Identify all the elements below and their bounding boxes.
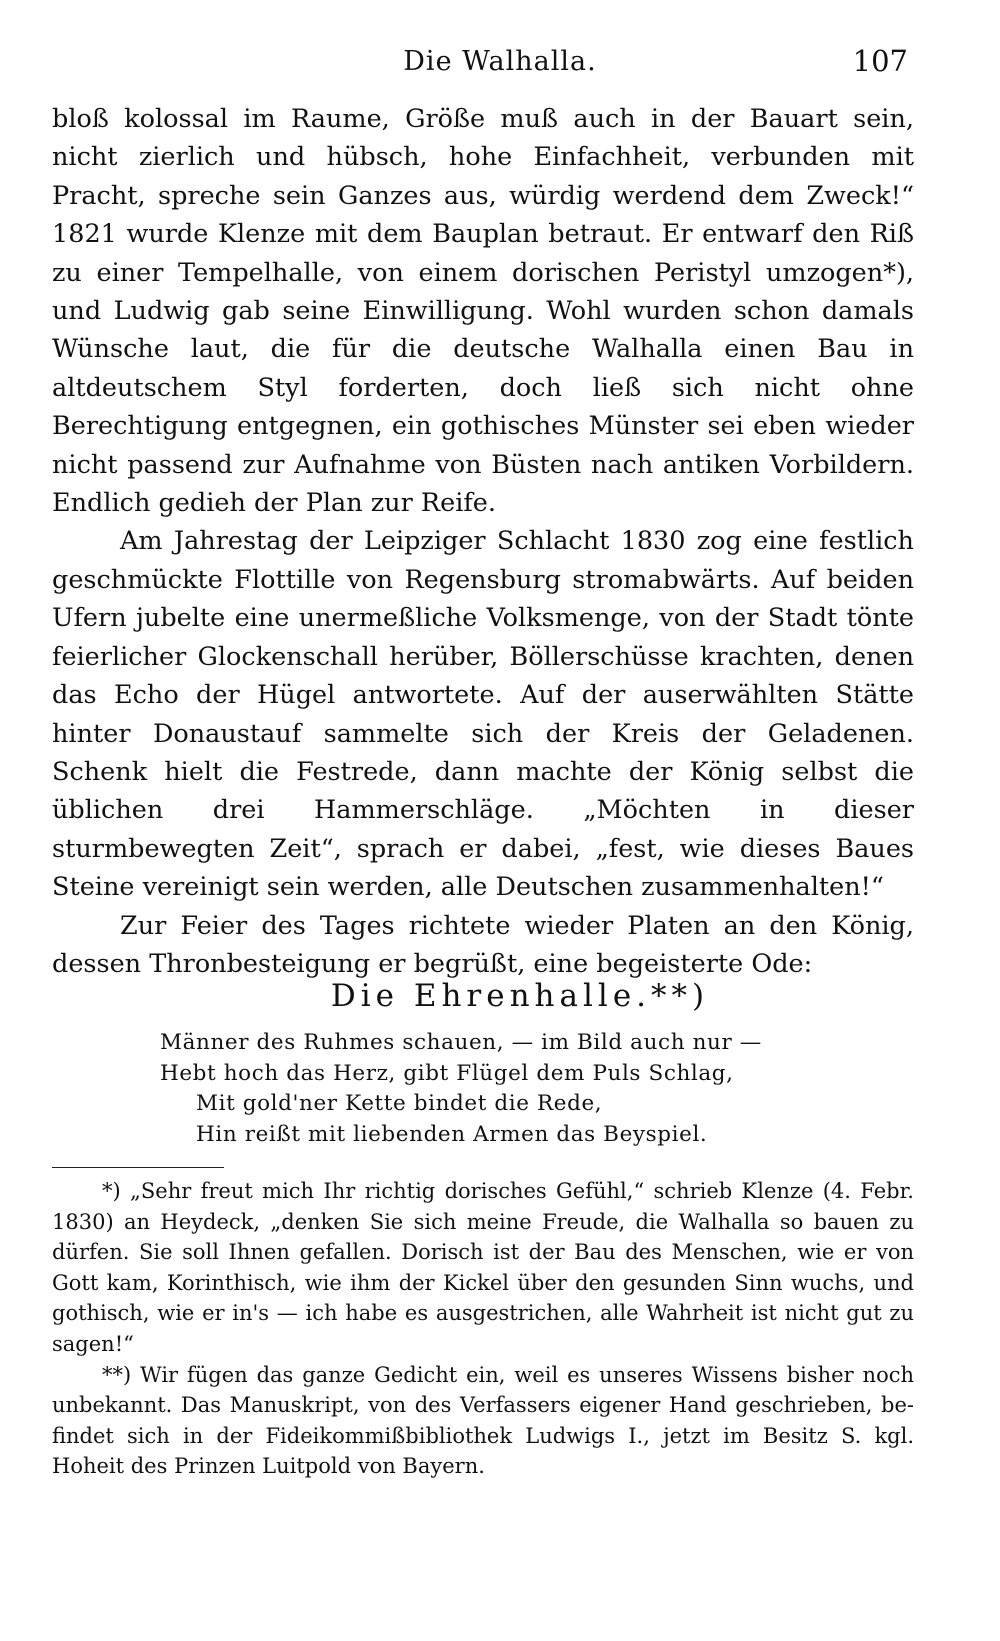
paragraph: bloß kolossal im Raume, Größe muß auch in der Bauart sein, nicht zierlich und hübsch, hohe Einfachheit, verbunden mit Pracht, spreche sein Ganzes aus, würdig werdend dem Zweck!“ 1821 wurde Klenze mit dem Bauplan betraut. Er entwarf den Riß zu einer Tempelhalle, von einem dorischen Peristyl umzogen*), und Ludwig gab seine Einwilligung. Wohl wurden schon damals Wünsche laut, die für die deutsche Walhalla einen Bau in altdeutschem Styl forderten, doch ließ sich nicht ohne Berechtigung entgegnen, ein gothisches Münster sei eben wieder nicht passend zur Aufnahme von Büsten nach antiken Vorbildern. Endlich gedieh der Plan zur Reife. <box>52 104 914 519</box>
paragraph: Am Jahrestag der Leipziger Schlacht 1830 zog eine festlich geschmückte Flottille von Regensburg stromabwärts. Auf beiden Ufern jubelte eine unermeßliche Volksmenge, von der Stadt tönte feierlicher Glockenschall herüber, Böllerschüsse krachten, denen das Echo der Hügel antwortete. Auf der auserwählten Stätte hinter Donaustauf sammelte sich der Kreis der Geladenen. Schenk hielt die Festrede, dann machte der König selbst die üblichen drei Hammerschläge. „Möchten in dieser sturmbewegten Zeit“, sprach er dabei, „fest, wie dieses Baues Steine vereinigt sein werden, alle Deutschen zusammenhalten!“ <box>52 526 914 903</box>
poem-line: Männer des Ruhmes schauen, — im Bild auch nur — <box>160 1030 762 1055</box>
paragraph: Zur Feier des Tages richtete wieder Platen an den König, dessen Thronbesteigung er begrüßt, eine begeisterte Ode: <box>52 910 914 979</box>
running-title: Die Walhalla. <box>403 46 597 77</box>
poem-line: Hebt hoch das Herz, gibt Flügel dem Puls Schlag, <box>160 1060 734 1086</box>
footnote: *) „Sehr freut mich Ihr richtig dorisches Gefühl,“ schrieb Klenze (4. Febr. 1830) an Heydeck, „denken Sie sich meine Freude, die Walhalla so bauen zu dürfen. Sie soll Ihnen gefallen. Dorisch ist der Bau des Menschen, wie er von Gott kam, Korinthisch, wie ihm der Kickel über den gesunden Sinn wuchs, und gothisch, wie er in's — ich habe es ausgestrichen, alle Wahrheit ist nicht gut zu sagen!“ <box>52 1179 914 1356</box>
poem-stanza <box>0 1028 1000 1150</box>
poem-title: Die Ehrenhalle.**) <box>330 978 710 1014</box>
footnote: **) Wir fügen das ganze Gedicht ein, weil es unseres Wissens bisher noch unbekannt. Das Manuskript, von des Verfassers eigener Hand geschrieben, befindet sich in der Fideikommißbibliothek Ludwigs I., jetzt im Besitz S. kgl. Hoheit des Prinzen Luitpold von Bayern. <box>52 1362 914 1479</box>
footnotes <box>52 1176 914 1482</box>
poem-line: Mit gold'ner Kette bindet die Rede, <box>196 1091 603 1117</box>
poem-line: Hin reißt mit liebenden Armen das Beyspiel. <box>196 1121 708 1147</box>
page-number: 107 <box>852 44 908 78</box>
footnote-divider <box>52 1167 224 1168</box>
main-text <box>52 100 914 983</box>
poem <box>0 978 1000 1150</box>
